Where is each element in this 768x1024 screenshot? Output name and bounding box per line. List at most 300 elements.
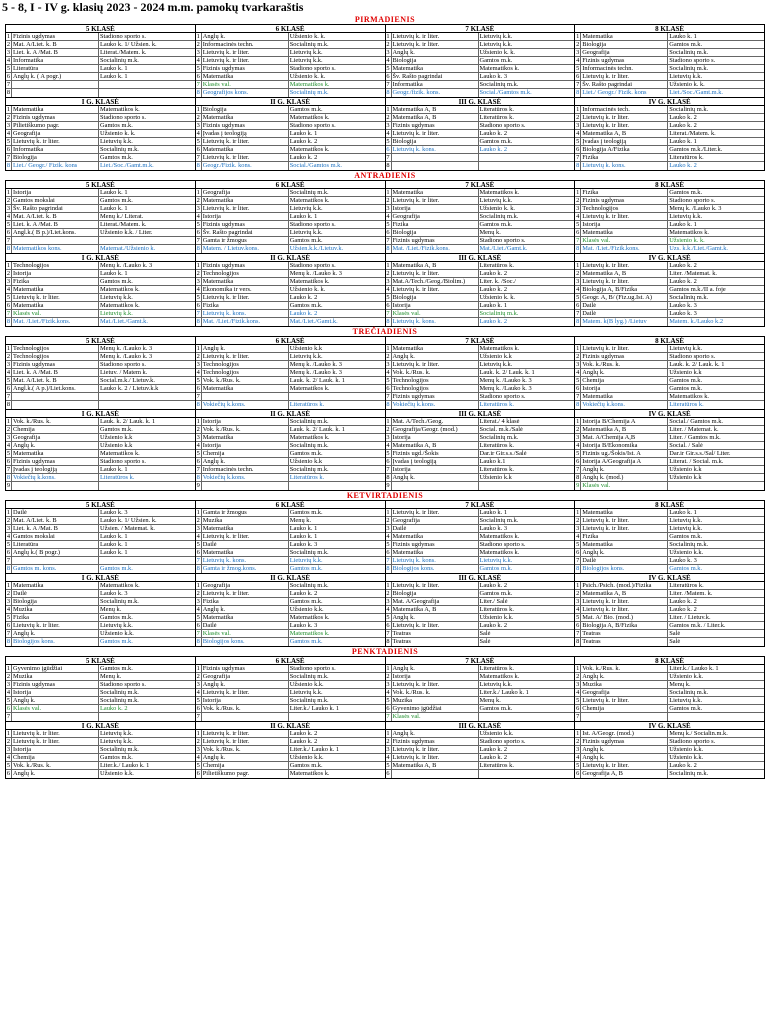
lesson-subject — [202, 713, 289, 721]
lesson-row — [6, 541, 195, 549]
lesson-row — [386, 770, 575, 778]
lesson-room — [479, 162, 575, 170]
lesson-subject: Matematika — [12, 302, 99, 309]
class-column — [386, 181, 576, 253]
lesson-number: 2 — [196, 517, 200, 524]
lesson-number: 1 — [6, 106, 11, 113]
lesson-room: Stadiono sporto s. — [289, 65, 336, 72]
lesson-number: 8 — [196, 162, 200, 169]
lesson-row — [6, 33, 195, 41]
lesson-number: 6 — [196, 385, 200, 392]
lesson-subject: Lietuvių k. ir liter. — [392, 754, 479, 761]
lesson-number: 8 — [386, 638, 390, 645]
lesson-row — [386, 130, 575, 138]
class-column — [386, 574, 576, 646]
lesson-subject: Gamtos mokslai — [12, 197, 99, 204]
lesson-subject: Lietuvių k. ir liter. — [581, 213, 668, 220]
lesson-number: 4 — [196, 442, 200, 449]
lesson-row — [6, 146, 195, 154]
lesson-room: Uzs. k.k./Liet./Gamt.k. — [669, 245, 728, 252]
class-band — [5, 409, 765, 491]
lesson-room: Užsienio k. k. — [669, 237, 705, 244]
class-header: II G. KLASĖ — [196, 254, 385, 262]
lesson-row — [575, 302, 764, 310]
lesson-room: Socialinių m.k. — [289, 189, 329, 196]
lesson-subject: Muzika — [581, 681, 668, 688]
lesson-room: Socialinių m.k. — [100, 598, 139, 605]
lesson-subject: Gyvenimo įgūdžiai — [12, 665, 99, 672]
lesson-row — [196, 33, 385, 41]
lesson-number: 2 — [576, 353, 580, 360]
lesson-subject: Geografija — [581, 689, 668, 696]
lesson-subject: Chemija — [12, 754, 99, 761]
lesson-row — [6, 630, 195, 638]
lesson-number: 3 — [196, 361, 200, 368]
lesson-room: Matematikos k. — [289, 630, 330, 637]
lesson-room: Salė — [479, 630, 491, 637]
lesson-row — [386, 270, 575, 278]
lesson-number: 3 — [6, 598, 11, 605]
class-column — [386, 501, 576, 573]
lesson-number: 7 — [576, 630, 580, 637]
lesson-number: 8 — [576, 638, 580, 645]
lesson-row — [196, 622, 385, 630]
lesson-subject: Teatras — [392, 638, 479, 646]
class-band — [5, 573, 765, 647]
lesson-room: Užsienio k.k — [669, 369, 702, 376]
class-column — [386, 337, 576, 409]
class-header: III G. KLASĖ — [386, 98, 575, 106]
lesson-room: Stadiono sporto s. — [669, 197, 716, 204]
lesson-room: Gamtos m.k. — [479, 565, 513, 572]
lesson-subject: Mat. A/Liet. k. B — [12, 517, 99, 524]
lesson-number: 3 — [386, 525, 390, 532]
lesson-row — [386, 509, 575, 517]
lesson-row — [575, 705, 764, 713]
lesson-number: 2 — [386, 353, 390, 360]
lesson-room: Lauko k. 2 — [289, 294, 318, 301]
lesson-subject: Biologija — [202, 106, 289, 113]
lesson-subject: Matematika A, B — [581, 590, 668, 597]
lesson-row — [6, 517, 195, 525]
lesson-number: 2 — [196, 270, 200, 277]
lesson-number: 1 — [386, 665, 390, 672]
lesson-room: Menų k. /Lauko k. 3 — [100, 353, 153, 360]
lesson-row — [6, 565, 195, 573]
lesson-row — [386, 697, 575, 705]
lesson-number: 3 — [6, 122, 11, 129]
lesson-room — [99, 393, 195, 400]
lesson-room: Menų k. — [100, 606, 122, 613]
lesson-subject: Matematika — [202, 146, 289, 153]
lesson-subject: Anglų k. — [12, 630, 99, 637]
lesson-subject: Mat. /Liet./Fizik.kons. — [392, 245, 479, 253]
lesson-room: Socialinių m.k. — [479, 213, 519, 220]
lesson-row — [575, 41, 764, 49]
lesson-room: Socialinių m.k. — [289, 41, 329, 48]
lesson-room: Menų k. /Lauko k. 3 — [100, 262, 153, 269]
lesson-row — [196, 401, 385, 409]
lesson-number: 2 — [576, 270, 580, 277]
lesson-subject: Matematika — [12, 582, 99, 589]
lesson-subject: Geografija — [392, 517, 479, 524]
lesson-room: Gamtos m.k. — [669, 385, 703, 392]
lesson-room: Literat./Matem. k. — [100, 221, 147, 228]
lesson-subject: Matem. k(B lyg.) /Lietuv — [581, 318, 668, 326]
class-band — [5, 500, 765, 573]
lesson-number: 8 — [6, 638, 11, 645]
lesson-subject: Anglų k. — [202, 345, 289, 352]
lesson-room: Gamtos m.k. — [479, 57, 513, 64]
class-header: I G. KLASĖ — [6, 98, 195, 106]
lesson-row — [386, 237, 575, 245]
lesson-room: Lauko k. 2 — [669, 122, 697, 129]
lesson-room: Užsienio k. k. — [289, 33, 326, 40]
class-header: 7 KLASĖ — [386, 501, 575, 509]
lesson-room: Socialinių m.k. — [669, 689, 709, 696]
lesson-room: Lauk. k. 2/ Lauk. k. 1 — [669, 361, 725, 368]
lesson-number: 7 — [386, 557, 390, 564]
lesson-number: 7 — [576, 466, 580, 473]
lesson-subject: Lietuvių k. ir liter. — [202, 689, 289, 696]
lesson-subject: Lietuvių k. ir liter. — [581, 73, 668, 80]
lesson-number: 8 — [196, 474, 200, 481]
lesson-subject: Technologijos — [202, 369, 289, 376]
class-column — [386, 98, 576, 170]
lesson-row — [386, 630, 575, 638]
lesson-row — [575, 509, 764, 517]
lesson-room: Lietuvių k.k. — [289, 229, 323, 236]
lesson-row — [196, 146, 385, 154]
lesson-row — [6, 665, 195, 673]
lesson-row — [575, 638, 764, 646]
lesson-number: 6 — [196, 705, 200, 712]
lesson-row — [196, 361, 385, 369]
lesson-row — [575, 221, 764, 229]
lesson-subject: Mat. A/Liet. k. B — [12, 213, 99, 220]
lesson-row — [386, 106, 575, 114]
class-column — [575, 98, 765, 170]
lesson-subject: Biologija A/Fizika — [581, 146, 668, 153]
lesson-row — [196, 746, 385, 754]
lesson-row — [196, 458, 385, 466]
lesson-number: 2 — [6, 41, 11, 48]
lesson-number: 4 — [6, 754, 11, 761]
lesson-number: 5 — [386, 294, 390, 301]
lesson-row — [6, 525, 195, 533]
lesson-number: 6 — [6, 229, 11, 236]
lesson-subject: Lietuvių k. ir liter. — [202, 533, 289, 540]
lesson-subject: Chemija — [202, 450, 289, 457]
lesson-number: 2 — [196, 738, 200, 745]
lesson-room: Lietuvių k.k. — [669, 345, 703, 352]
lesson-number: 6 — [386, 229, 390, 236]
lesson-room: Lauko k. 2 — [479, 286, 508, 293]
lesson-room: Menų k. — [669, 681, 691, 688]
lesson-room: Lietuvių k.k. — [100, 730, 133, 737]
lesson-room: Gamtos m.k. — [289, 509, 323, 516]
lesson-number: 5 — [576, 138, 580, 145]
lesson-row — [6, 458, 195, 466]
lesson-room: Gamtos m.k. — [100, 665, 133, 672]
lesson-number: 6 — [196, 146, 200, 153]
class-header: I G. KLASĖ — [6, 410, 195, 418]
lesson-room: Lauko k. 2 — [479, 622, 508, 629]
lesson-number: 4 — [576, 130, 580, 137]
lesson-subject: Istorija — [581, 221, 668, 228]
lesson-room: Literatūros k. — [289, 474, 325, 481]
lesson-subject: Matematika — [12, 106, 99, 113]
lesson-room: Lietuvių k.k. — [289, 205, 323, 212]
lesson-room: Lauko k. 2 — [479, 130, 508, 137]
lesson-room: Lauko k. 1 — [289, 213, 318, 220]
lesson-row — [386, 221, 575, 229]
lesson-subject: Geografija — [202, 673, 289, 680]
lesson-subject: Lietuvių k. ir liter. — [12, 138, 99, 145]
lesson-row — [196, 237, 385, 245]
lesson-row — [386, 746, 575, 754]
lesson-row — [196, 65, 385, 73]
lesson-row — [196, 197, 385, 205]
lesson-room: Socialinių m.k. — [289, 582, 329, 589]
lesson-row — [386, 162, 575, 170]
lesson-room: Gamtos m.k. — [289, 762, 323, 769]
class-header: 8 KLASĖ — [575, 501, 764, 509]
lesson-room: Užsienio k.k — [669, 466, 702, 473]
lesson-room: Gamtos m.k. — [479, 590, 513, 597]
lesson-row — [575, 466, 764, 474]
lesson-subject: Lietuvių k. ir liter. — [581, 122, 668, 129]
lesson-row — [6, 122, 195, 130]
lesson-number: 8 — [6, 565, 11, 572]
lesson-subject: Geogr./fizik. kons. — [392, 89, 479, 97]
lesson-room — [479, 713, 575, 721]
lesson-row — [196, 689, 385, 697]
lesson-subject: Istorija — [392, 466, 479, 473]
lesson-room: Socialinių m.k. — [479, 517, 519, 524]
lesson-number: 6 — [6, 73, 11, 80]
lesson-number: 8 — [576, 89, 580, 96]
lesson-subject: Chemija — [12, 426, 99, 433]
lesson-room: Užsien. / Matemat. k. — [100, 525, 156, 532]
lesson-room: Lauko k. 1 — [669, 138, 697, 145]
lesson-subject: Ekonomika ir vers. — [202, 286, 289, 293]
lesson-subject: Anglų k. — [12, 770, 99, 778]
lesson-number: 3 — [576, 746, 580, 753]
lesson-row — [386, 590, 575, 598]
lesson-row — [575, 401, 764, 409]
lesson-row — [196, 525, 385, 533]
lesson-subject: Geografijos kons. — [202, 89, 289, 97]
lesson-row — [386, 426, 575, 434]
lesson-row — [196, 541, 385, 549]
lesson-number: 1 — [386, 262, 390, 269]
lesson-room: Socialinių m.k. — [479, 310, 519, 317]
lesson-subject — [12, 393, 99, 400]
lesson-number: 2 — [196, 353, 200, 360]
lesson-row — [575, 582, 764, 590]
lesson-room: Lauko k. 2 — [289, 730, 318, 737]
day-heading: KETVIRTADIENIS — [346, 491, 424, 500]
lesson-room: Lauko k. 2 — [669, 262, 697, 269]
lesson-room: Socialinių m.k. — [289, 89, 329, 96]
lesson-room: Gamtos m.k. — [100, 638, 133, 645]
lesson-row — [6, 770, 195, 778]
lesson-row — [575, 730, 764, 738]
lesson-room: Užsienio k.k. — [669, 754, 704, 761]
lesson-number: 3 — [386, 49, 390, 56]
lesson-subject: Liet./ Geogr./ Fizik. kons — [12, 162, 99, 170]
lesson-number: 3 — [576, 525, 580, 532]
lesson-number: 3 — [386, 205, 390, 212]
lesson-subject: Informatika — [12, 146, 99, 153]
lesson-subject: Dailė — [581, 310, 668, 317]
lesson-subject: Vok. k./Rus. k. — [392, 369, 479, 376]
lesson-subject: Istorija — [202, 418, 289, 425]
lesson-row — [386, 245, 575, 253]
lesson-subject: Mat. A/ Bio. (mod.) — [581, 614, 668, 621]
lesson-row — [575, 458, 764, 466]
lesson-number: 1 — [196, 509, 200, 516]
lesson-subject: Anglų k. — [392, 49, 479, 56]
lesson-room: Gamtos m.k./Liter.k. — [669, 146, 723, 153]
lesson-row — [196, 89, 385, 97]
lesson-subject — [392, 154, 479, 161]
lesson-number: 1 — [576, 665, 580, 672]
lesson-number: 7 — [386, 713, 390, 720]
lesson-room: Socialinių m.k. — [100, 57, 139, 64]
lesson-row — [6, 213, 195, 221]
lesson-row — [196, 294, 385, 302]
class-header: 7 KLASĖ — [386, 657, 575, 665]
lesson-room: Literatūros k. — [479, 762, 514, 769]
lesson-number: 2 — [196, 41, 200, 48]
class-header: I G. KLASĖ — [6, 254, 195, 262]
lesson-subject: Vok. k./Rus. k. — [581, 665, 668, 672]
lesson-row — [386, 393, 575, 401]
lesson-number: 3 — [576, 278, 580, 285]
lesson-room: Literatūros k. — [289, 401, 325, 408]
lesson-number: 3 — [196, 122, 200, 129]
lesson-room: Lauko k. 1 — [100, 205, 128, 212]
lesson-row — [386, 525, 575, 533]
lesson-row — [575, 541, 764, 549]
lesson-number: 1 — [196, 189, 200, 196]
lesson-number: 1 — [386, 418, 390, 425]
lesson-room: Lauko k. 2 — [289, 310, 318, 317]
class-band — [5, 721, 765, 779]
lesson-number: 4 — [196, 689, 200, 696]
lesson-subject — [392, 770, 479, 778]
class-band — [5, 180, 765, 253]
class-column — [196, 410, 386, 490]
lesson-subject: Įvadas į teologiją — [581, 138, 668, 145]
lesson-subject: Lietuvių k. ir liter. — [202, 205, 289, 212]
lesson-row — [575, 310, 764, 318]
lesson-subject: Liet. k. A /Mat. B — [12, 49, 99, 56]
lesson-number: 5 — [196, 614, 200, 621]
lesson-number: 5 — [196, 697, 200, 704]
lesson-subject: Fizinis ugdymas — [12, 458, 99, 465]
lesson-room: Lauko k. 1 — [100, 65, 128, 72]
lesson-room: Literatūros k. — [479, 665, 514, 672]
lesson-subject: Matematika — [392, 65, 479, 72]
lesson-room: Gamtos m.k. — [669, 41, 703, 48]
lesson-row — [6, 482, 195, 490]
lesson-subject: Fizika — [202, 598, 289, 605]
lesson-row — [196, 681, 385, 689]
lesson-room: Matemat./Užsienio k. — [100, 245, 156, 252]
lesson-room: Užsienio k.k — [669, 474, 702, 481]
lesson-room: Socialinių m.k. — [100, 697, 139, 704]
lesson-number: 6 — [6, 770, 11, 777]
lesson-number: 3 — [576, 49, 580, 56]
lesson-row — [575, 138, 764, 146]
lesson-number: 4 — [196, 369, 200, 376]
lesson-number: 1 — [6, 189, 11, 196]
lesson-subject: Vokiečių k.kons. — [12, 474, 99, 481]
lesson-subject: Fizinis ugdymas — [12, 361, 99, 368]
lesson-row — [196, 549, 385, 557]
lesson-room: Gamtos m.k. — [669, 533, 703, 540]
lesson-room: Literat./Matem. k. — [669, 130, 716, 137]
lesson-subject: Lietuvių k. kons. — [392, 146, 479, 153]
lesson-number: 4 — [576, 369, 580, 376]
lesson-number: 8 — [386, 318, 390, 325]
lesson-row — [196, 582, 385, 590]
lesson-row — [196, 770, 385, 778]
lesson-room: Gamtos m.k. / Liter.k. — [669, 622, 726, 629]
lesson-room: Užsienio k.k. — [669, 549, 704, 556]
lesson-number: 1 — [386, 106, 390, 113]
lesson-number: 3 — [196, 434, 200, 441]
lesson-subject: Biologija — [12, 154, 99, 161]
lesson-room: Social./Gamtos m.k. — [479, 89, 532, 96]
lesson-room: Gamtos m.k. — [100, 278, 133, 285]
lesson-room: Liter.k./ Lauko k. 1 — [100, 762, 150, 769]
lesson-subject — [12, 482, 99, 490]
lesson-number: 4 — [196, 754, 200, 761]
lesson-subject: Angl.k.( A p.)/Liet.kons. — [12, 385, 99, 392]
lesson-number: 5 — [386, 614, 390, 621]
class-header: II G. KLASĖ — [196, 410, 385, 418]
lesson-row — [386, 361, 575, 369]
lesson-subject: Fizinis ugdymas — [202, 221, 289, 228]
lesson-row — [196, 114, 385, 122]
lesson-room: Menų k./ Socialin.m.k. — [669, 730, 728, 737]
lesson-number: 5 — [386, 377, 390, 384]
class-header: 7 KLASĖ — [386, 337, 575, 345]
lesson-row — [196, 665, 385, 673]
lesson-number: 7 — [6, 630, 11, 637]
lesson-row — [6, 590, 195, 598]
lesson-row — [196, 517, 385, 525]
lesson-room: Lauko k. 2 — [669, 278, 697, 285]
lesson-room: Stadiono sporto s. — [479, 237, 526, 244]
lesson-row — [6, 229, 195, 237]
lesson-subject — [12, 237, 99, 244]
lesson-room: Liter. /Matem. k. — [669, 590, 713, 597]
lesson-subject: Teatras — [581, 630, 668, 637]
lesson-row — [386, 730, 575, 738]
lesson-number: 2 — [386, 673, 390, 680]
lesson-number: 8 — [386, 89, 390, 96]
lesson-subject: Gamta ir žmogus — [202, 237, 289, 244]
lesson-room: Menų k. /Lauko k. 3 — [479, 377, 532, 384]
lesson-number: 6 — [576, 229, 580, 236]
lesson-room: Lietuvių k.k. — [669, 525, 703, 532]
lesson-row — [575, 525, 764, 533]
